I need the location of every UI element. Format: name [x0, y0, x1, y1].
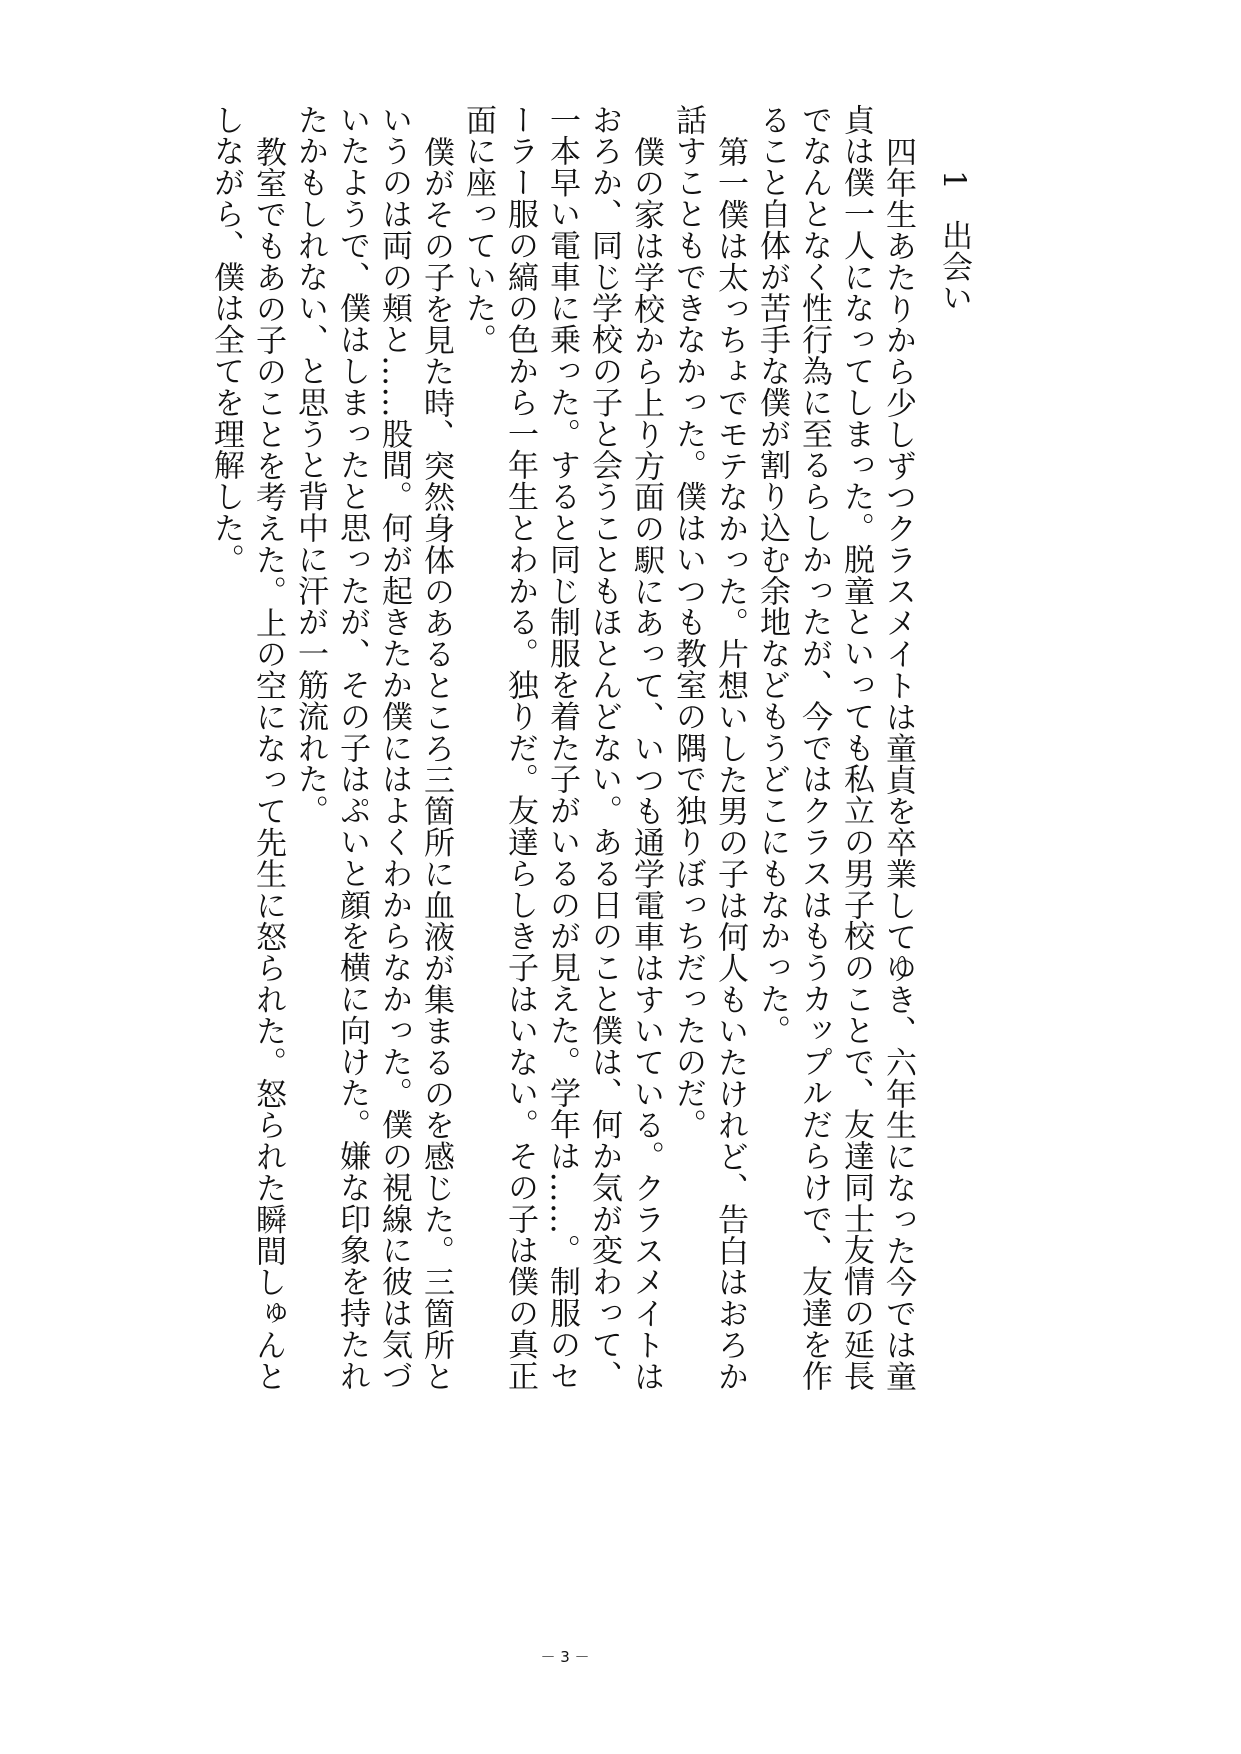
text-line: 貞は僕一人になってしまった。脱童といっても私立の男子校のことで、友達同士友情の延長 [838, 104, 874, 1392]
text-line: おろか、同じ学校の子と会うこともほとんどない。ある日のこと僕は、何か気が変わって、 [586, 104, 622, 1392]
text-line: たかもしれない、と思うと背中に汗が一筋流れた。 [292, 104, 328, 827]
text-line: ること自体が苦手な僕が割り込む余地などもうどこにもなかった。 [754, 104, 790, 1046]
chapter-number: 1 [936, 170, 972, 190]
text-line: 話すこともできなかった。僕はいつも教室の隅で独りぼっちだったのだ。 [670, 104, 706, 1141]
text-line: 面に座っていた。 [460, 104, 496, 356]
vertical-text-body [205, 104, 975, 1424]
text-line: 僕の家は学校から上り方面の駅にあって、いつも通学電車はすいている。クラスメイトは [628, 135, 664, 1392]
page-number: － 3 － [540, 1648, 590, 1666]
text-line: 第一僕は太っちょでモテなかった。片想いした男の子は何人もいたけれど、告白はおろか [712, 135, 748, 1392]
text-line: でなんとなく性行為に至るらしかったが、今ではクラスはもうカップルだらけで、友達を作 [796, 104, 832, 1392]
text-line: 一本早い電車に乗った。すると同じ制服を着た子がいるのが見えた。学年は……。制服のセ [544, 104, 580, 1392]
text-line: ーラー服の縞の色から一年生とわかる。独りだ。友達らしき子はいない。その子は僕の真正 [502, 104, 538, 1392]
text-line: 教室でもあの子のことを考えた。上の空になって先生に怒られた。怒られた瞬間しゅんと [250, 135, 286, 1392]
text-line: しながら、僕は全てを理解した。 [208, 104, 244, 575]
text-line: 四年生あたりから少しずつクラスメイトは童貞を卒業してゆき、六年生になった今では童 [880, 135, 916, 1392]
text-line: いたようで、僕はしまったと思ったが、その子はぷいと顔を横に向けた。嫌な印象を持たれ [334, 104, 370, 1392]
text-line: いうのは両の頬と……股間。何が起きたか僕にはよくわからなかった。僕の視線に彼は気づ [376, 104, 412, 1392]
chapter-heading [933, 104, 975, 1424]
chapter-title: 出会い [936, 219, 972, 313]
text-line: 僕がその子を見た時、突然身体のあるところ三箇所に血液が集まるのを感じた。三箇所と [418, 135, 454, 1392]
